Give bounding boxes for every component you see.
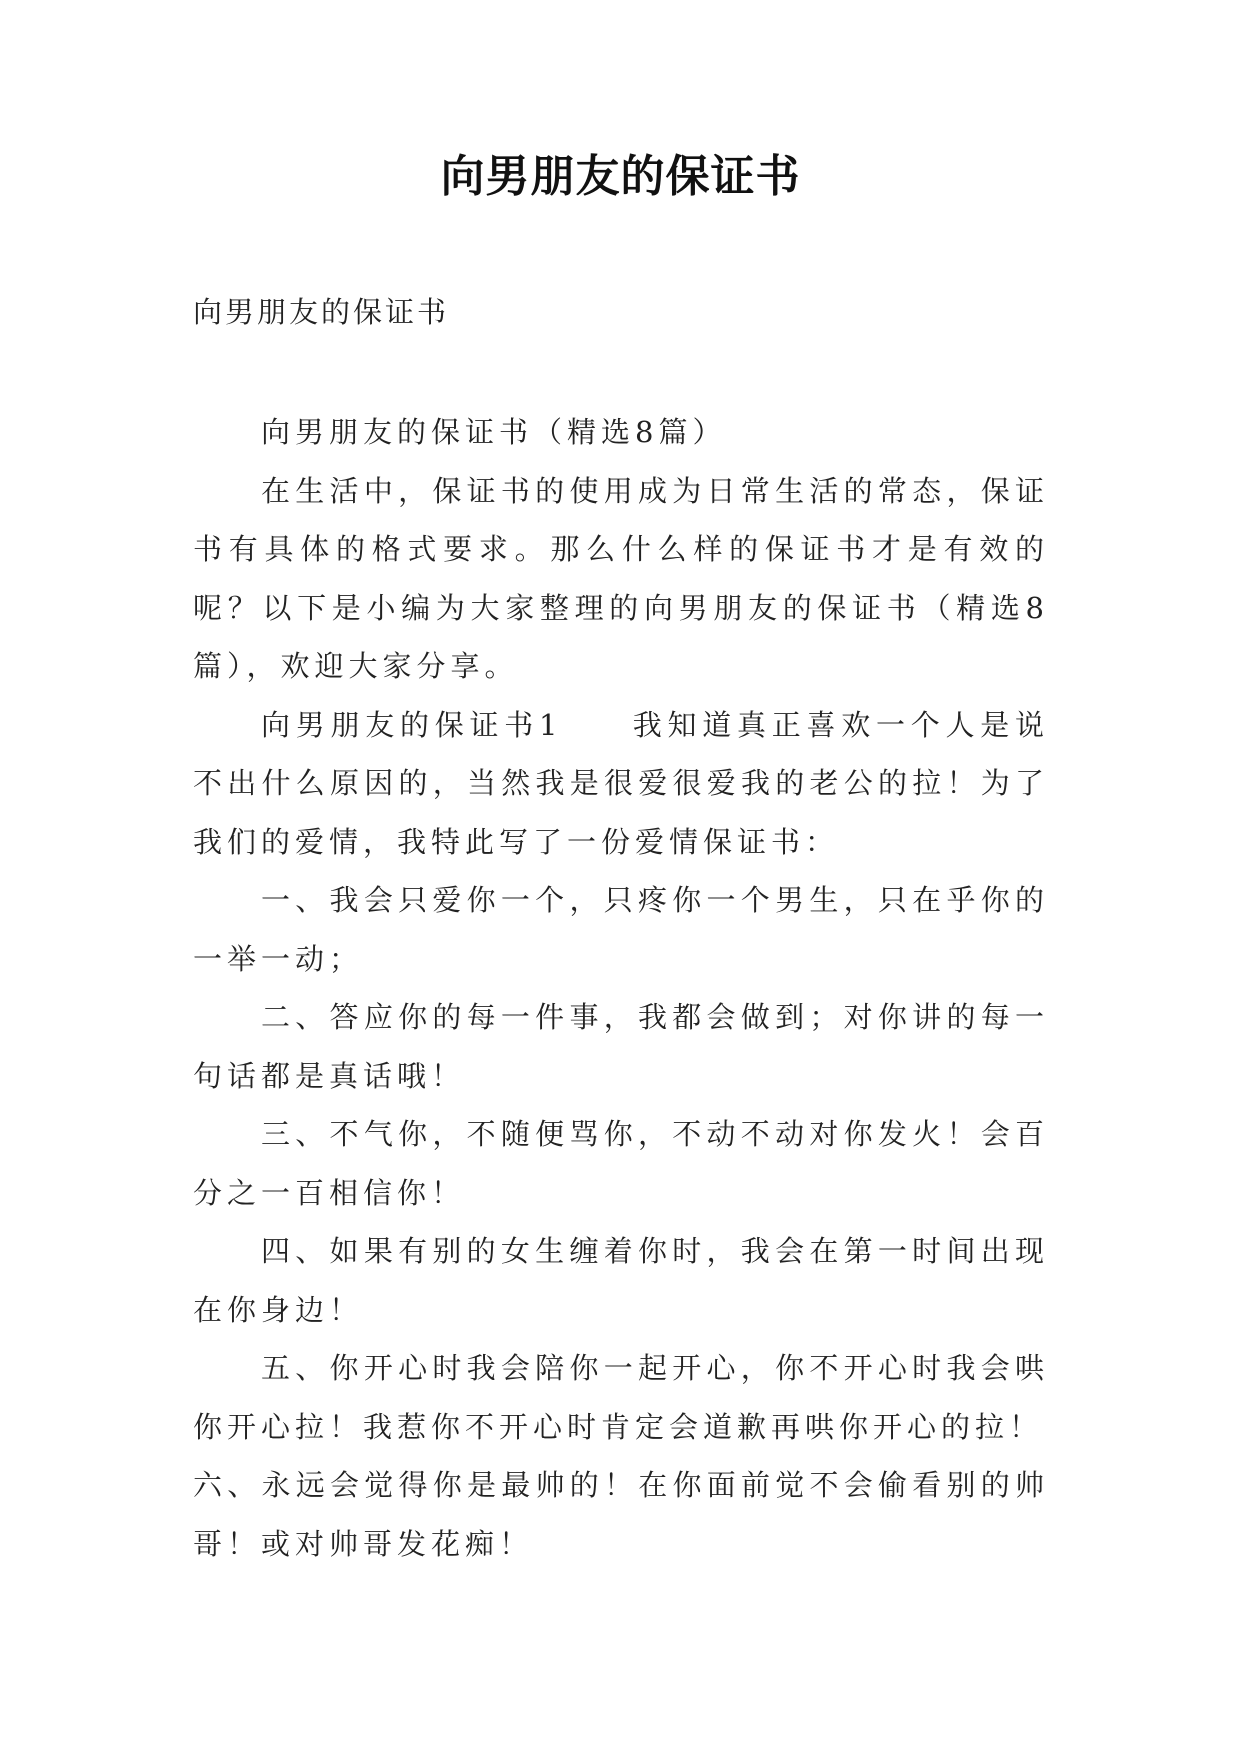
document-body	[193, 403, 1049, 1573]
paragraph-intro: 在生活中，保证书的使用成为日常生活的常态，保证书有具体的格式要求。那么什么样的保证书才是有效的呢？以下是小编为大家整理的向男朋友的保证书（精选8篇），欢迎大家分享。	[193, 473, 1049, 683]
paragraph-promise-4: 四、如果有别的女生缠着你时，我会在第一时间出现在你身边！	[193, 1234, 1049, 1327]
document-subtitle: 向男朋友的保证书	[193, 295, 450, 329]
paragraph-promise-1: 一、我会只爱你一个，只疼你一个男生，只在乎你的一举一动；	[193, 883, 1049, 976]
paragraph-promise-2: 二、答应你的每一件事，我都会做到；对你讲的每一句话都是真话哦！	[193, 1000, 1049, 1093]
paragraph-letter-1: 向男朋友的保证书1 我知道真正喜欢一个人是说不出什么原因的，当然我是很爱很爱我的老公的拉！为了我们的爱情，我特此写了一份爱情保证书：	[193, 707, 1049, 859]
paragraph-promise-3: 三、不气你，不随便骂你，不动不动对你发火！会百分之一百相信你！	[193, 1117, 1049, 1210]
paragraph-promise-5: 五、你开心时我会陪你一起开心，你不开心时我会哄你开心拉！我惹你不开心时肯定会道歉再哄你开心的拉！	[193, 1351, 1049, 1444]
paragraph-promise-6: 六、永远会觉得你是最帅的！在你面前觉不会偷看别的帅哥！或对帅哥发花痴！	[193, 1468, 1049, 1561]
page-title: 向男朋友的保证书	[440, 151, 801, 202]
paragraph-heading: 向男朋友的保证书（精选8篇）	[261, 415, 727, 449]
